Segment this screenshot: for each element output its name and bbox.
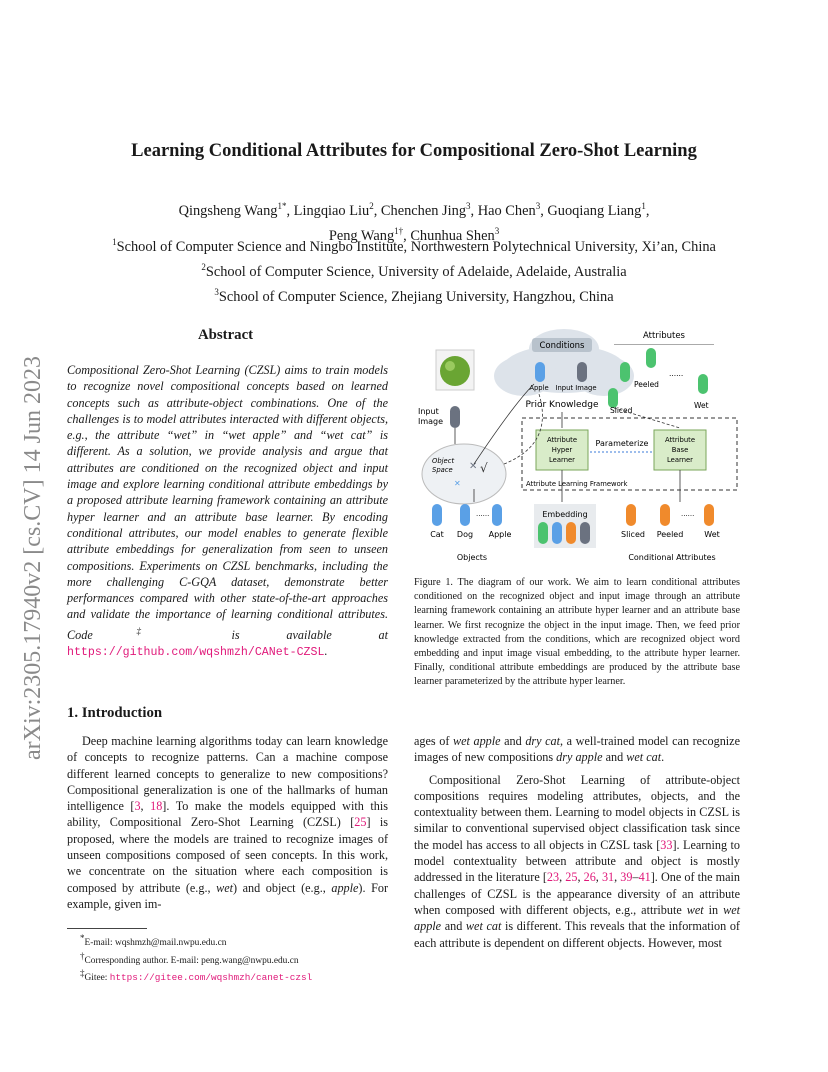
cat-label: Cat xyxy=(430,530,444,539)
object-space-label: Object xyxy=(432,457,455,465)
cond-attrs-label: Conditional Attributes xyxy=(628,553,716,562)
affiliation-3: $^3$School of Computer Science, Zhejiang University, Hangzhou, China xyxy=(214,286,614,305)
footnote-rule xyxy=(67,928,147,929)
framework-label: Attribute Learning Framework xyxy=(526,480,628,488)
figure-1-diagram xyxy=(414,324,744,568)
cloud-input-image-label: Input Image xyxy=(555,384,597,392)
footnote-1: *E-mail: wqshmzh@mail.nwpu.edu.cn xyxy=(80,933,227,949)
cloud-apple-label: Apple xyxy=(529,384,549,392)
input-image-side-label: Input xyxy=(418,407,439,416)
footnote-3: ‡Gitee: https://gitee.com/wqshmzh/canet-czsl xyxy=(80,968,313,984)
svg-text:✕: ✕ xyxy=(469,461,478,472)
object-space xyxy=(422,444,506,504)
svg-text:Attribute: Attribute xyxy=(664,436,696,444)
attr-cyl-sliced xyxy=(608,388,618,408)
attributes-label: Attributes xyxy=(643,331,685,341)
authors-line-2: Peng Wang$^{1\dagger}$, Chunhua Shen$^3$ xyxy=(328,225,500,244)
svg-text:✕: ✕ xyxy=(454,479,461,488)
svg-text:......: ...... xyxy=(681,510,695,518)
paper-title: Learning Conditional Attributes for Compositional Zero-Shot Learning xyxy=(131,141,697,161)
svg-text:Space: Space xyxy=(432,466,453,474)
cond-wet-label: Wet xyxy=(704,530,720,539)
affiliation-1: $^1$School of Computer Science and Ningbo Institute, Northwestern Polytechnical University, Xi’an, China xyxy=(112,237,716,255)
parameterize-label: Parameterize xyxy=(595,439,649,448)
affiliations xyxy=(40,232,788,306)
svg-text:Learner: Learner xyxy=(549,456,575,464)
apple-label: Apple xyxy=(488,530,512,539)
svg-text:√: √ xyxy=(480,461,488,475)
right-column-text: ages of wet apple and dry cat, a well-trained model can recognize images of new compositions dry apple and wet cat. Compositional Zero-Shot Learning of attribute-object compositions requires modeling attributes, objects, and the contextuality between them. Learning to model objects in CZSL is similar to conventional supervised object classification task since the model has access to all objects in CZSL task [33]. Learning to model contextuality between attribute and object is mostly addressed in the literature [23, 25, 26, 31, 39–41]. One of the main challenges of CZSL is the appearance diversity of an attribute when composed with different objects, e.g., attribute wet in wet apple and wet cat is different. This reveals that the information of each attribute is dependent on different objects. However, most xyxy=(414,734,741,950)
objects-label: Objects xyxy=(456,553,488,562)
svg-text:Attribute: Attribute xyxy=(546,436,578,444)
footnote-2: †Corresponding author. E-mail: peng.wang@nwpu.edu.cn xyxy=(80,950,299,966)
affiliation-2: $^2$School of Computer Science, University of Adelaide, Adelaide, Australia xyxy=(201,261,627,280)
svg-text:Base: Base xyxy=(671,446,689,454)
wet-label: Wet xyxy=(694,401,709,410)
cond-peeled-label: Peeled xyxy=(656,530,684,539)
attr-cyl-wet xyxy=(698,374,708,394)
abstract-body: Compositional Zero-Shot Learning (CZSL) aims to train models to recognize novel compositional concepts based on learned concepts such as attribute-object combinations. One of the challenges is to model attributes interacted with different objects, e.g., the attribute “wet” in “wet apple” and “wet cat” is different. As a solution, we provide analysis and argue that attributes are conditioned on the recognized object and input image and explore learning conditional attribute embeddings by a proposed attribute learning framework containing an attribute hyper learner and an attribute base learner. By encoding conditional attributes, our model enables to generate flexible attribute embeddings for generalization from seen to unseen compositions. Experiments on CZSL benchmarks, including the more challenging C-GQA dataset, demonstrate better performances compared with other state-of-the-art approaches and validate the importance of learning conditional attributes. Code‡ is available at https://github.com/wqshmzh/CANet-CZSL. xyxy=(67,363,388,660)
prior-knowledge-label: Prior Knowledge xyxy=(525,400,599,410)
dots-1: ...... xyxy=(669,369,684,378)
figure-1-caption: Figure 1. The diagram of our work. We aim to learn conditional attributes conditioned on the recognized object and input image through an attribute learning framework containing an attribute hyper learner and an attribute base learner. We first recognize the object in the input image. Then, we feed prior knowledge extracted from the conditions, which are recognized object word embedding and input image visual embedding, to the attribute hyper learner. Finally, conditional attribute embeddings are produced by the attribute base learner parameterized by the attribute hyper learner. xyxy=(414,577,740,688)
peeled-label: Peeled xyxy=(634,380,659,389)
svg-text:Image: Image xyxy=(418,417,444,426)
intro-paragraph-1: Deep machine learning algorithms today can learn knowledge of concepts to recognize patterns. Can a machine compose different learned concepts to generalize to new compositions? Compositional generalization is one of the hallmarks of human intelligence [3, 18]. To make the models equipped with this ability, Compositional Zero-Shot Learning (CZSL) [25] is proposed, where the models are trained to recognize images of unseen compositions composed of seen concepts. In this work, we concentrate on the situation where each composition is composed by attribute (e.g., wet) and object (e.g., apple). For example, given im- xyxy=(67,734,388,911)
attr-cyl-1 xyxy=(646,348,656,368)
sliced-label: Sliced xyxy=(610,406,633,415)
svg-text:Hyper: Hyper xyxy=(551,446,573,454)
section-heading-introduction: 1. Introduction xyxy=(67,705,163,721)
svg-text:Learner: Learner xyxy=(667,456,693,464)
dog-label: Dog xyxy=(456,530,474,539)
cond-sliced-label: Sliced xyxy=(621,530,645,539)
input-image-cylinder xyxy=(450,406,460,428)
gitee-link[interactable]: https://gitee.com/wqshmzh/canet-czsl xyxy=(109,972,313,984)
embedding-label: Embedding xyxy=(542,510,588,519)
attr-cyl-peeled xyxy=(620,362,630,382)
conditions-label: Conditions xyxy=(539,341,585,351)
authors-line-1: Qingsheng Wang$^{1*}$, Lingqiao Liu$^2$, Chenchen Jing$^3$, Hao Chen$^3$, Guoqiang Liang$^1$, xyxy=(178,201,650,219)
svg-text:......: ...... xyxy=(476,510,490,518)
code-link[interactable]: https://github.com/wqshmzh/CANet-CZSL xyxy=(67,646,325,660)
abstract-heading: Abstract xyxy=(198,327,254,343)
footnotes xyxy=(80,932,390,985)
apple-icon xyxy=(440,356,470,386)
arxiv-stamp: arXiv:2305.17940v2 [cs.CV] 14 Jun 2023 xyxy=(20,356,46,760)
